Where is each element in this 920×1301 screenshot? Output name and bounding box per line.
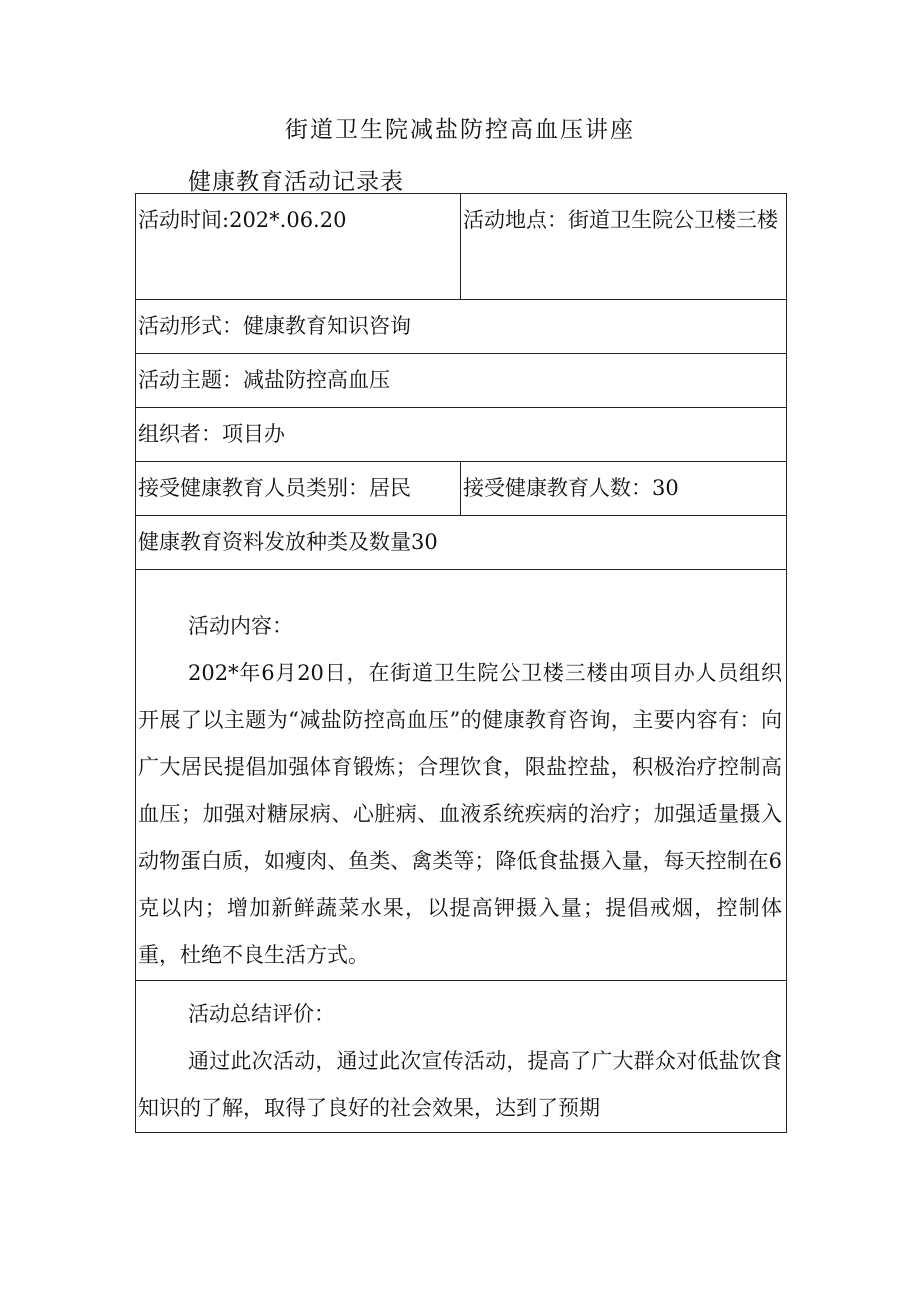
audience-type-label: 接受健康教育人员类别：	[138, 476, 369, 500]
materials-value: 30	[411, 530, 438, 554]
cell-organizer	[136, 408, 787, 462]
cell-materials	[136, 516, 787, 570]
row-activity-content	[136, 570, 787, 981]
activity-time-label: 活动时间:	[138, 208, 230, 232]
activity-location-label: 活动地点：	[463, 208, 568, 232]
audience-type-value: 居民	[369, 476, 411, 500]
cell-audience-type	[136, 462, 461, 516]
row-audience	[136, 462, 787, 516]
materials-label: 健康教育资料发放种类及数量	[138, 530, 411, 554]
audience-count-label: 接受健康教育人数：	[463, 476, 652, 500]
row-organizer	[136, 408, 787, 462]
activity-location-value: 街道卫生院公卫楼三楼	[568, 208, 778, 232]
document-subtitle: 健康教育活动记录表	[188, 169, 404, 195]
row-activity-summary	[136, 981, 787, 1133]
cell-activity-content	[136, 570, 787, 981]
row-activity-format	[136, 300, 787, 354]
row-time-location	[136, 194, 787, 300]
activity-time-value: 202*.06.20	[229, 208, 347, 232]
cell-activity-time	[136, 194, 461, 300]
organizer-label: 组织者：	[138, 422, 222, 446]
organizer-value: 项目办	[222, 422, 285, 446]
activity-record-table	[135, 193, 787, 1133]
row-activity-theme	[136, 354, 787, 408]
activity-theme-label: 活动主题：	[138, 368, 243, 392]
cell-activity-location	[461, 194, 787, 300]
cell-activity-format	[136, 300, 787, 354]
activity-theme-value: 减盐防控高血压	[243, 368, 390, 392]
summary-heading: 活动总结评价：	[188, 1002, 335, 1026]
content-text: 202*年6月20日，在街道卫生院公卫楼三楼由项目办人员组织开展了以主题为“减盐防控高血压”的健康教育咨询，主要内容有：向广大居民提倡加强体育锻炼；合理饮食，限盐控盐，积极治疗控制高血压；加强对糖尿病、心脏病、血液系统疾病的治疗；加强适量摄入动物蛋白质，如瘦肉、鱼类、禽类等；降低食盐摄入量，每天控制在6克以内；增加新鲜蔬菜水果，以提高钾摄入量；提倡戒烟，控制体重，杜绝不良生活方式。	[138, 661, 782, 967]
audience-count-value: 30	[652, 476, 679, 500]
activity-format-value: 健康教育知识咨询	[243, 314, 411, 338]
content-heading: 活动内容：	[188, 614, 293, 638]
document-title: 街道卫生院减盐防控高血压讲座	[285, 117, 635, 143]
cell-activity-theme	[136, 354, 787, 408]
cell-activity-summary	[136, 981, 787, 1133]
activity-format-label: 活动形式：	[138, 314, 243, 338]
summary-text: 通过此次活动，通过此次宣传活动，提高了广大群众对低盐饮食知识的了解，取得了良好的社会效果，达到了预期	[138, 1049, 782, 1120]
row-materials	[136, 516, 787, 570]
cell-audience-count	[461, 462, 787, 516]
